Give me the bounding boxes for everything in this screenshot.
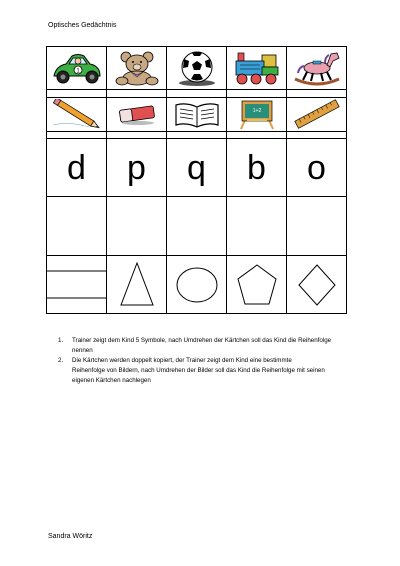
gap-row (47, 90, 347, 97)
instruction-text: Reihenfolge von Bildern, nach Umdrehen der Bilder soll das Kind die Reihenfolge mit seinen (72, 367, 325, 374)
letter-q: q (187, 148, 206, 187)
gap-cell (227, 131, 287, 138)
pencil-icon (49, 99, 105, 129)
empty-card (287, 197, 347, 256)
card-teddy-bear (107, 47, 167, 90)
gap-cell (287, 90, 347, 97)
instruction-text: Trainer zeigt dem Kind 5 Symbole, nach Umdrehen der Kärtchen soll das Kind die Reihenfolge (72, 337, 332, 344)
empty-card (227, 197, 287, 256)
toy-picture-row (47, 47, 347, 90)
gap-cell (167, 131, 227, 138)
triangle-shape (117, 261, 157, 309)
empty-card (107, 197, 167, 256)
empty-card (47, 197, 107, 256)
race-car-icon (50, 50, 104, 86)
gap-cell (227, 90, 287, 97)
circle-shape (175, 265, 219, 305)
instruction-text: eigenen Kärtchen nachlegen (72, 377, 151, 384)
gap-cell (107, 131, 167, 138)
gap-cell (47, 90, 107, 97)
gap-cell (167, 90, 227, 97)
card-circle (167, 256, 227, 314)
card-ruler (287, 97, 347, 131)
letter-d: d (67, 148, 86, 187)
card-chalkboard (227, 97, 287, 131)
card-letter (47, 139, 107, 197)
instruction-text: nennen (72, 347, 93, 354)
empty-row (47, 197, 347, 256)
ruler-icon (292, 99, 342, 129)
card-triangle (107, 256, 167, 314)
letter-p: p (127, 148, 146, 187)
instruction-item (58, 336, 348, 356)
empty-card (167, 197, 227, 256)
gap-cell (287, 131, 347, 138)
page-header: Optisches Gedächtnis (48, 22, 117, 29)
diamond-shape (295, 262, 339, 308)
instruction-number: 2. (58, 357, 64, 364)
card-diamond (287, 256, 347, 314)
card-letter (167, 139, 227, 197)
pentagon-shape (235, 262, 279, 308)
gap-row (47, 131, 347, 138)
svg-text:1: 1 (75, 68, 80, 75)
card-open-book (167, 97, 227, 131)
toy-train-icon (232, 49, 282, 87)
gap-cell (47, 131, 107, 138)
svg-text:1+2: 1+2 (252, 108, 261, 115)
card-rocking-horse (287, 47, 347, 90)
card-letter (287, 139, 347, 197)
instruction-item (58, 356, 348, 386)
soccer-ball-icon (175, 49, 219, 87)
card-eraser (107, 97, 167, 131)
shape-row (47, 256, 347, 314)
card-pentagon (227, 256, 287, 314)
page-footer: Sandra Wöritz (48, 533, 93, 540)
letter-row (47, 139, 347, 197)
instruction-list (58, 336, 348, 386)
chalkboard-icon (237, 98, 277, 130)
card-soccer-ball (167, 47, 227, 90)
rocking-horse-icon (291, 49, 343, 87)
card-rectangle (47, 256, 107, 314)
eraser-icon (114, 101, 160, 127)
instruction-text: Die Kärtchen werden doppelt kopiert, der Trainer zeigt dem Kind eine bestimmte (72, 357, 292, 364)
instruction-number: 1. (58, 337, 64, 344)
card-letter (227, 139, 287, 197)
card-toy-train (227, 47, 287, 90)
gap-cell (107, 90, 167, 97)
card-letter (107, 139, 167, 197)
card-pencil (47, 97, 107, 131)
teddy-bear-icon (112, 50, 162, 86)
card-race-car (47, 47, 107, 90)
letter-b: b (247, 148, 266, 187)
letter-o: o (307, 148, 326, 187)
school-picture-row (47, 97, 347, 131)
open-book-icon (172, 99, 222, 129)
rectangle-shape (47, 265, 107, 305)
memory-card-grid (46, 46, 347, 314)
